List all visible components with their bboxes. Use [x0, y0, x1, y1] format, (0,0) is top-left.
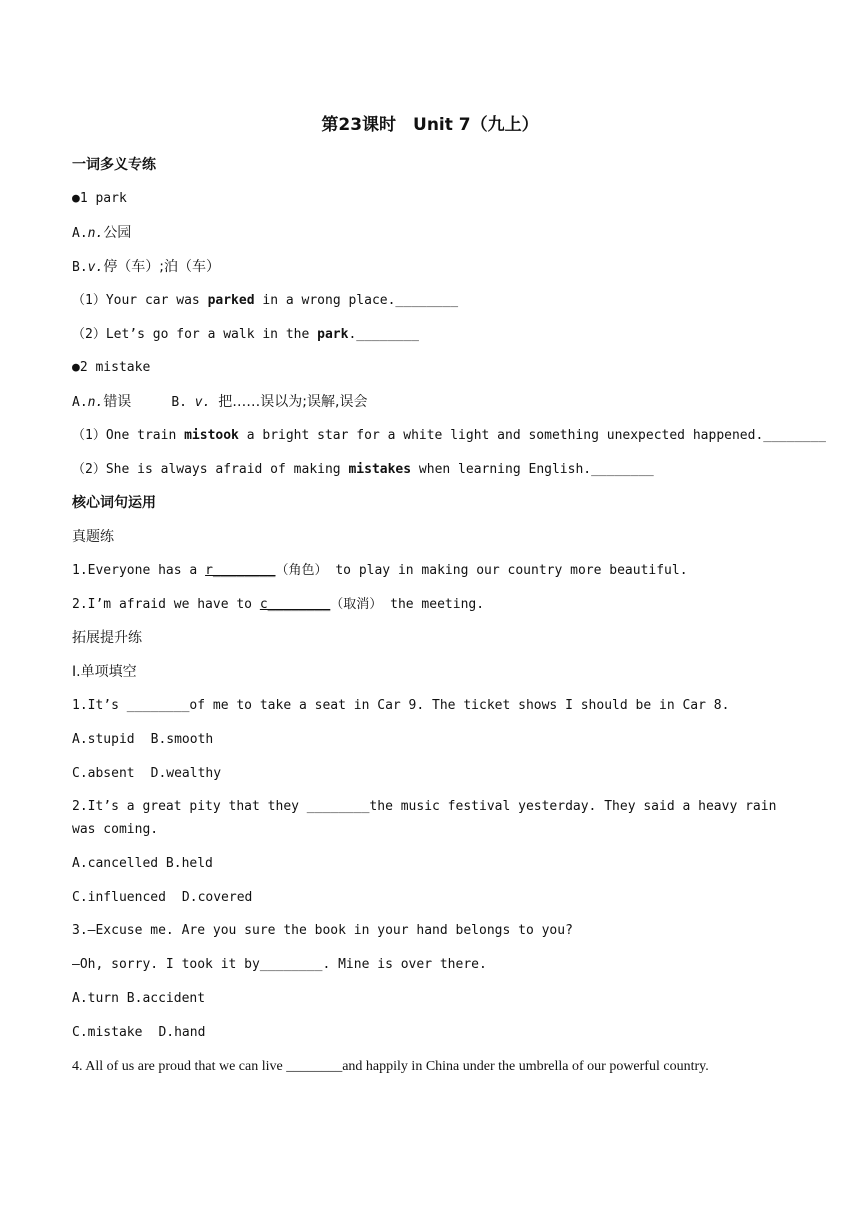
subsection-heading: 拓展提升练 [72, 630, 142, 646]
options-row: C.mistake D.hand [72, 1025, 206, 1040]
section-heading-polysemy: 一词多义专练 [72, 157, 156, 173]
fill-question: 1.Everyone has a r________（角色） to play in making our country more beautiful. [72, 563, 688, 578]
question-line: （1）One train mistook a bright star for a white light and something unexpected happened.________ [72, 428, 826, 443]
word-heading-mistake: ●2 mistake [72, 360, 151, 375]
options-row: A.turn B.accident [72, 991, 206, 1006]
definition-line: A.n.错误 B. v. 把……误以为;误解,误会 [72, 394, 368, 410]
question-text: 3.—Excuse me. Are you sure the book in your hand belongs to you? [72, 923, 573, 938]
question-line: （2）Let’s go for a walk in the park.________ [72, 327, 419, 342]
question-text: 2.It’s a great pity that they ________the music festival yesterday. They said a heavy rain was coming. [72, 799, 777, 837]
options-row: A.stupid B.smooth [72, 732, 214, 747]
question-line: （1）Your car was parked in a wrong place.________ [72, 293, 459, 308]
page-title: 第23课时 Unit 7（九上） [321, 115, 539, 135]
question-text: —Oh, sorry. I took it by________. Mine is over there. [72, 957, 487, 972]
options-row: C.absent D.wealthy [72, 766, 222, 781]
part-heading: Ⅰ.单项填空 [72, 664, 137, 680]
section-heading-core: 核心词句运用 [72, 495, 156, 511]
fill-question: 2.I’m afraid we have to c________（取消） the meeting. [72, 597, 485, 612]
question-text: 1.It’s ________of me to take a seat in Car 9. The ticket shows I should be in Car 8. [72, 698, 730, 713]
definition-a: A.n.公园 [72, 225, 132, 241]
word-heading-park: ●1 park [72, 191, 127, 206]
definition-b: B.v.停（车）;泊（车） [72, 259, 221, 275]
options-row: C.influenced D.covered [72, 890, 253, 905]
subsection-heading: 真题练 [72, 529, 114, 545]
question-text: 4. All of us are proud that we can live ________and happily in China under the umbrella of our powerful country. [72, 1059, 709, 1074]
options-row: A.cancelled B.held [72, 856, 213, 871]
question-line: （2）She is always afraid of making mistakes when learning English.________ [72, 462, 654, 477]
